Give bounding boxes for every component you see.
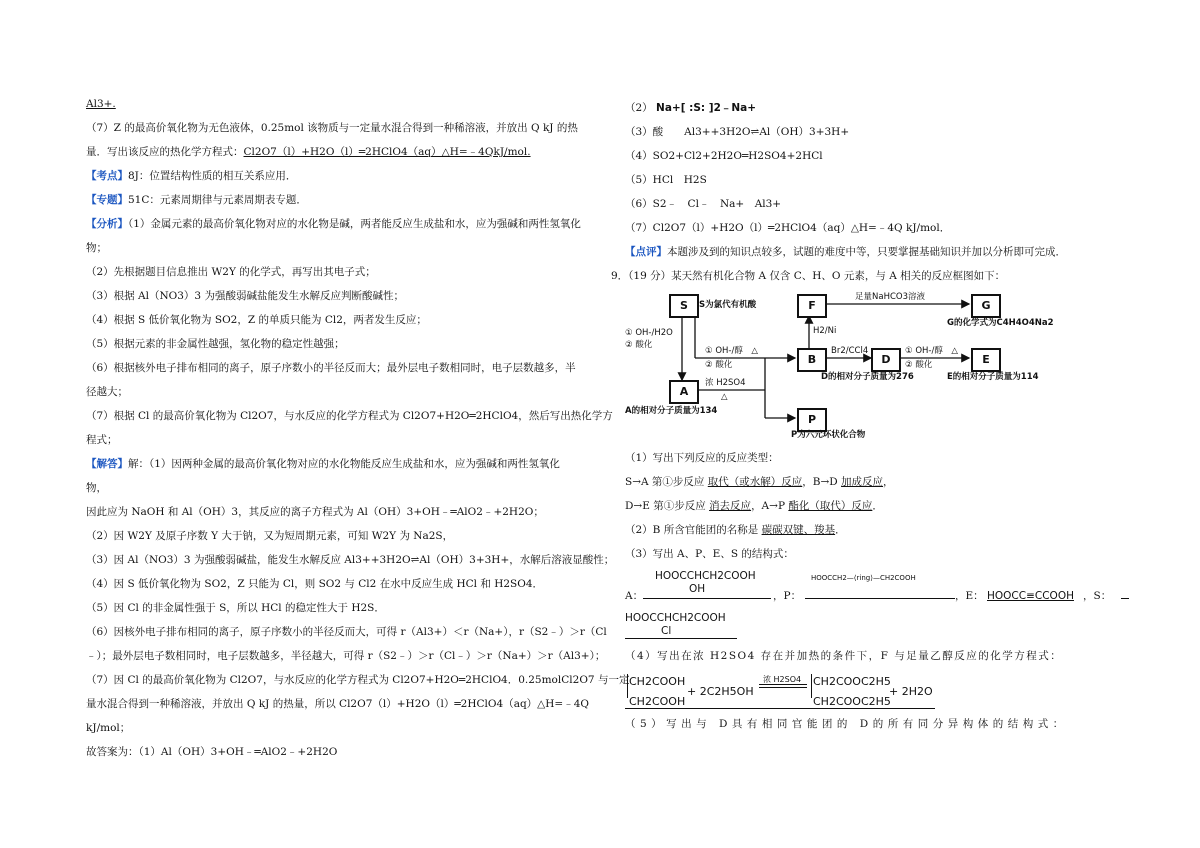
text-line: （5）因 Cl 的非金属性强于 S，所以 HCl 的稳定性大于 H2S．	[86, 602, 385, 614]
text-line: 程式；	[86, 434, 118, 446]
kaodian-line: 【考点】8J：位置结构性质的相互关系应用．	[86, 170, 297, 182]
box-S: S	[669, 294, 699, 318]
text-line: 量水混合得到一种稀溶液，并放出 Q kJ 的热量，所以 Cl2O7（l）+H2O（l）═2HClO4（aq）△H=﹣4Q	[86, 698, 589, 710]
esterification-equation: CH2COOH CH2COOH + 2C2H5OH 浓 H2SO4 CH2COOC2H5 CH2COOC2H5 + 2H2O	[625, 668, 1130, 712]
ab-cond-1: 浓 H2SO4	[705, 378, 746, 388]
structure-S: HOOCCHCH2COOH Cl	[625, 612, 726, 637]
question-9-title: 9．（19 分）某天然有机化合物 A 仅含 C、H、O 元素，与 A 相关的反应框图如下：	[611, 270, 1006, 282]
text-line: 径越大；	[86, 386, 128, 398]
text-line: （2）因 W2Y 及原子序数 Y 大于钠，又为短周期元素，可知 W2Y 为 Na2S，	[86, 530, 454, 542]
text-line: （5）HCl H2S	[625, 174, 707, 186]
box-B: B	[797, 348, 827, 372]
answer-underlined: Cl2O7（l）+H2O（l）═2HClO4（aq）△H=﹣4QkJ/mol.	[243, 146, 531, 158]
text-line: （2）B 所含官能团的名称是 碳碳双键、羧基．	[625, 524, 846, 536]
text-line: （2）先根据题目信息推出 W2Y 的化学式，再写出其电子式；	[86, 266, 376, 278]
box-P: P	[797, 408, 827, 432]
box-A: A	[669, 380, 699, 404]
tag-dianping: 【点评】	[625, 246, 667, 258]
box-G: G	[971, 294, 1001, 318]
text-line: （5）根据元素的非金属性越强，氢化物的稳定性越强；	[86, 338, 345, 350]
d-note: D的相对分子质量为276	[821, 372, 914, 382]
s-note: S为氯代有机酸	[699, 300, 757, 310]
sb-cond-2: ② 酸化	[705, 360, 733, 370]
structure-E: HOOCC≡CCOOH	[987, 590, 1074, 602]
de-cond-1: ① OH-/醇 △	[905, 346, 958, 356]
structure-A: HOOCCHCH2COOH OH	[655, 570, 756, 595]
text-line: （3）因 Al（NO3）3 为强酸弱碱盐，能发生水解反应 Al3++3H2O⇌Al（OH）3+3H+，水解后溶液显酸性；	[86, 554, 615, 566]
structures-line: A： HOOCCHCH2COOH OH ，P： HOOCCH2—⟨ring⟩—CH2COOH ，E： HOOCC≡CCOOH ，S：	[625, 566, 1130, 610]
text-line: Al3+.	[86, 98, 116, 110]
text-line: （3）根据 Al（NO3）3 为强酸弱碱盐能发生水解反应判断酸碱性；	[86, 290, 404, 302]
g-note: G的化学式为C4H4O4Na2	[947, 318, 1054, 328]
text-line: （7）Cl2O7（l）+H2O（l）═2HClO4（aq）△H=﹣4Q kJ/mol．	[625, 222, 951, 234]
text-line: 物，	[86, 482, 107, 494]
text-line: （4）因 S 低价氧化物为 SO2，Z 只能为 Cl，则 SO2 与 Cl2 在水中反应生成 HCl 和 H2SO4．	[86, 578, 544, 590]
tag-fenxi: 【分析】	[86, 218, 128, 230]
text-line: 因此应为 NaOH 和 Al（OH）3，其反应的离子方程式为 Al（OH）3+OH﹣═AlO2﹣+2H2O；	[86, 506, 544, 518]
text-line: （6）S2﹣ Cl﹣ Na+ Al3+	[625, 198, 782, 210]
text-line: （6）根据核外电子排布相同的离子，原子序数小的半径反而大；最外层电子数相同时，电子层数越多，半	[86, 362, 576, 374]
text-line: （1）写出下列反应的反应类型：	[625, 452, 779, 464]
left-cond-1: ① OH-/H2O	[625, 328, 673, 338]
de-cond-2: ② 酸化	[905, 360, 933, 370]
text-line: 故答案为：（1）Al（OH）3+OH﹣═AlO2﹣+2H2O	[86, 746, 338, 758]
h2ni-condition: H2/Ni	[813, 326, 837, 336]
text-line: D→E 第①步反应 消去反应，A→P 酯化（取代）反应．	[625, 500, 883, 512]
p-note: P为六元环状化合物	[791, 430, 866, 440]
text-line: S→A 第①步反应 取代（或水解）反应，B→D 加成反应，	[625, 476, 894, 488]
jieda-line: 【解答】解：（1）因两种金属的最高价氧化物对应的水化物能反应生成盐和水，应为强碱和两性氢氧化	[86, 458, 560, 470]
text-line: 物；	[86, 242, 107, 254]
text-line: （7）根据 Cl 的最高价氧化物为 Cl2O7，与水反应的化学方程式为 Cl2O7+H2O═2HClO4，然后写出热化学方	[86, 410, 613, 422]
right-column	[611, 96, 1130, 736]
box-F: F	[797, 294, 827, 318]
text-line: （7）Z 的最高价氧化物为无色液体，0.25mol 该物质与一定量水混合得到一种稀溶液，并放出 Q kJ 的热	[86, 122, 578, 134]
structure-P: HOOCCH2—⟨ring⟩—CH2COOH	[811, 574, 916, 582]
text-line: ﹣）；最外层电子数相同时，电子层数越多，半径越大，可得 r（S2﹣）＞r（Cl﹣）＞r（Na+）＞r（Al3+）；	[86, 650, 606, 662]
box-D: D	[871, 348, 901, 372]
br2-condition: Br2/CCl4	[831, 346, 869, 356]
text-line: （3）酸 Al3++3H2O⇌Al（OH）3+3H+	[625, 126, 850, 138]
ab-cond-2: △	[721, 392, 728, 402]
text-line: （4）根据 S 低价氧化物为 SO2，Z 的单质只能为 Cl2，两者发生反应；	[86, 314, 427, 326]
tag-kaodian: 【考点】	[86, 170, 128, 182]
reaction-flow-diagram	[625, 292, 1065, 442]
electron-formula: Na+[ :S: ]2﹣Na+	[656, 102, 757, 114]
text-line: （2） Na+[ :S: ]2﹣Na+	[625, 102, 757, 114]
sb-cond-1: ① OH-/醇 △	[705, 346, 758, 356]
text-line: （4）SO2+Cl2+2H2O═H2SO4+2HCl	[625, 150, 823, 162]
structure-S-line	[625, 610, 1130, 644]
text-line: （6）因核外电子排布相同的离子，原子序数小的半径反而大，可得 r（Al3+）＜r（Na+），r（S2﹣）＞r（Cl	[86, 626, 607, 638]
fg-condition: 足量NaHCO3溶液	[855, 292, 925, 302]
left-column	[86, 92, 630, 764]
e-note: E的相对分子质量为114	[947, 372, 1039, 382]
text-line: （3）写出 A、P、E、S 的结构式：	[625, 548, 794, 560]
box-E: E	[971, 348, 1001, 372]
tag-zhuanti: 【专题】	[86, 194, 128, 206]
dianping-line: 【点评】本题涉及到的知识点较多，试题的难度中等，只要掌握基础知识并加以分析即可完成．	[625, 246, 1066, 258]
text-line: （4）写出在浓 H2SO4 存在并加热的条件下，F 与足量乙醇反应的化学方程式：	[625, 650, 1063, 662]
text-line: 量．写出该反应的热化学方程式：Cl2O7（l）+H2O（l）═2HClO4（aq）△H=﹣4QkJ/mol.	[86, 146, 531, 158]
text-line: （7）因 Cl 的最高价氧化物为 Cl2O7，与水反应的化学方程式为 Cl2O7+H2O═2HClO4．0.25molCl2O7 与一定	[86, 674, 630, 686]
zhuanti-line: 【专题】51C：元素周期律与元素周期表专题．	[86, 194, 307, 206]
text-line: （5）写出与 D具有相同官能团的 D的所有同分异构体的结构式：	[625, 718, 1068, 730]
left-cond-2: ② 酸化	[625, 340, 653, 350]
fenxi-line: 【分析】（1）金属元素的最高价氧化物对应的水化物是碱，两者能反应生成盐和水，应为强碱和两性氢氧化	[86, 218, 581, 230]
tag-jieda: 【解答】	[86, 458, 128, 470]
a-note: A的相对分子质量为134	[625, 406, 718, 416]
text-line: kJ/mol；	[86, 722, 131, 734]
